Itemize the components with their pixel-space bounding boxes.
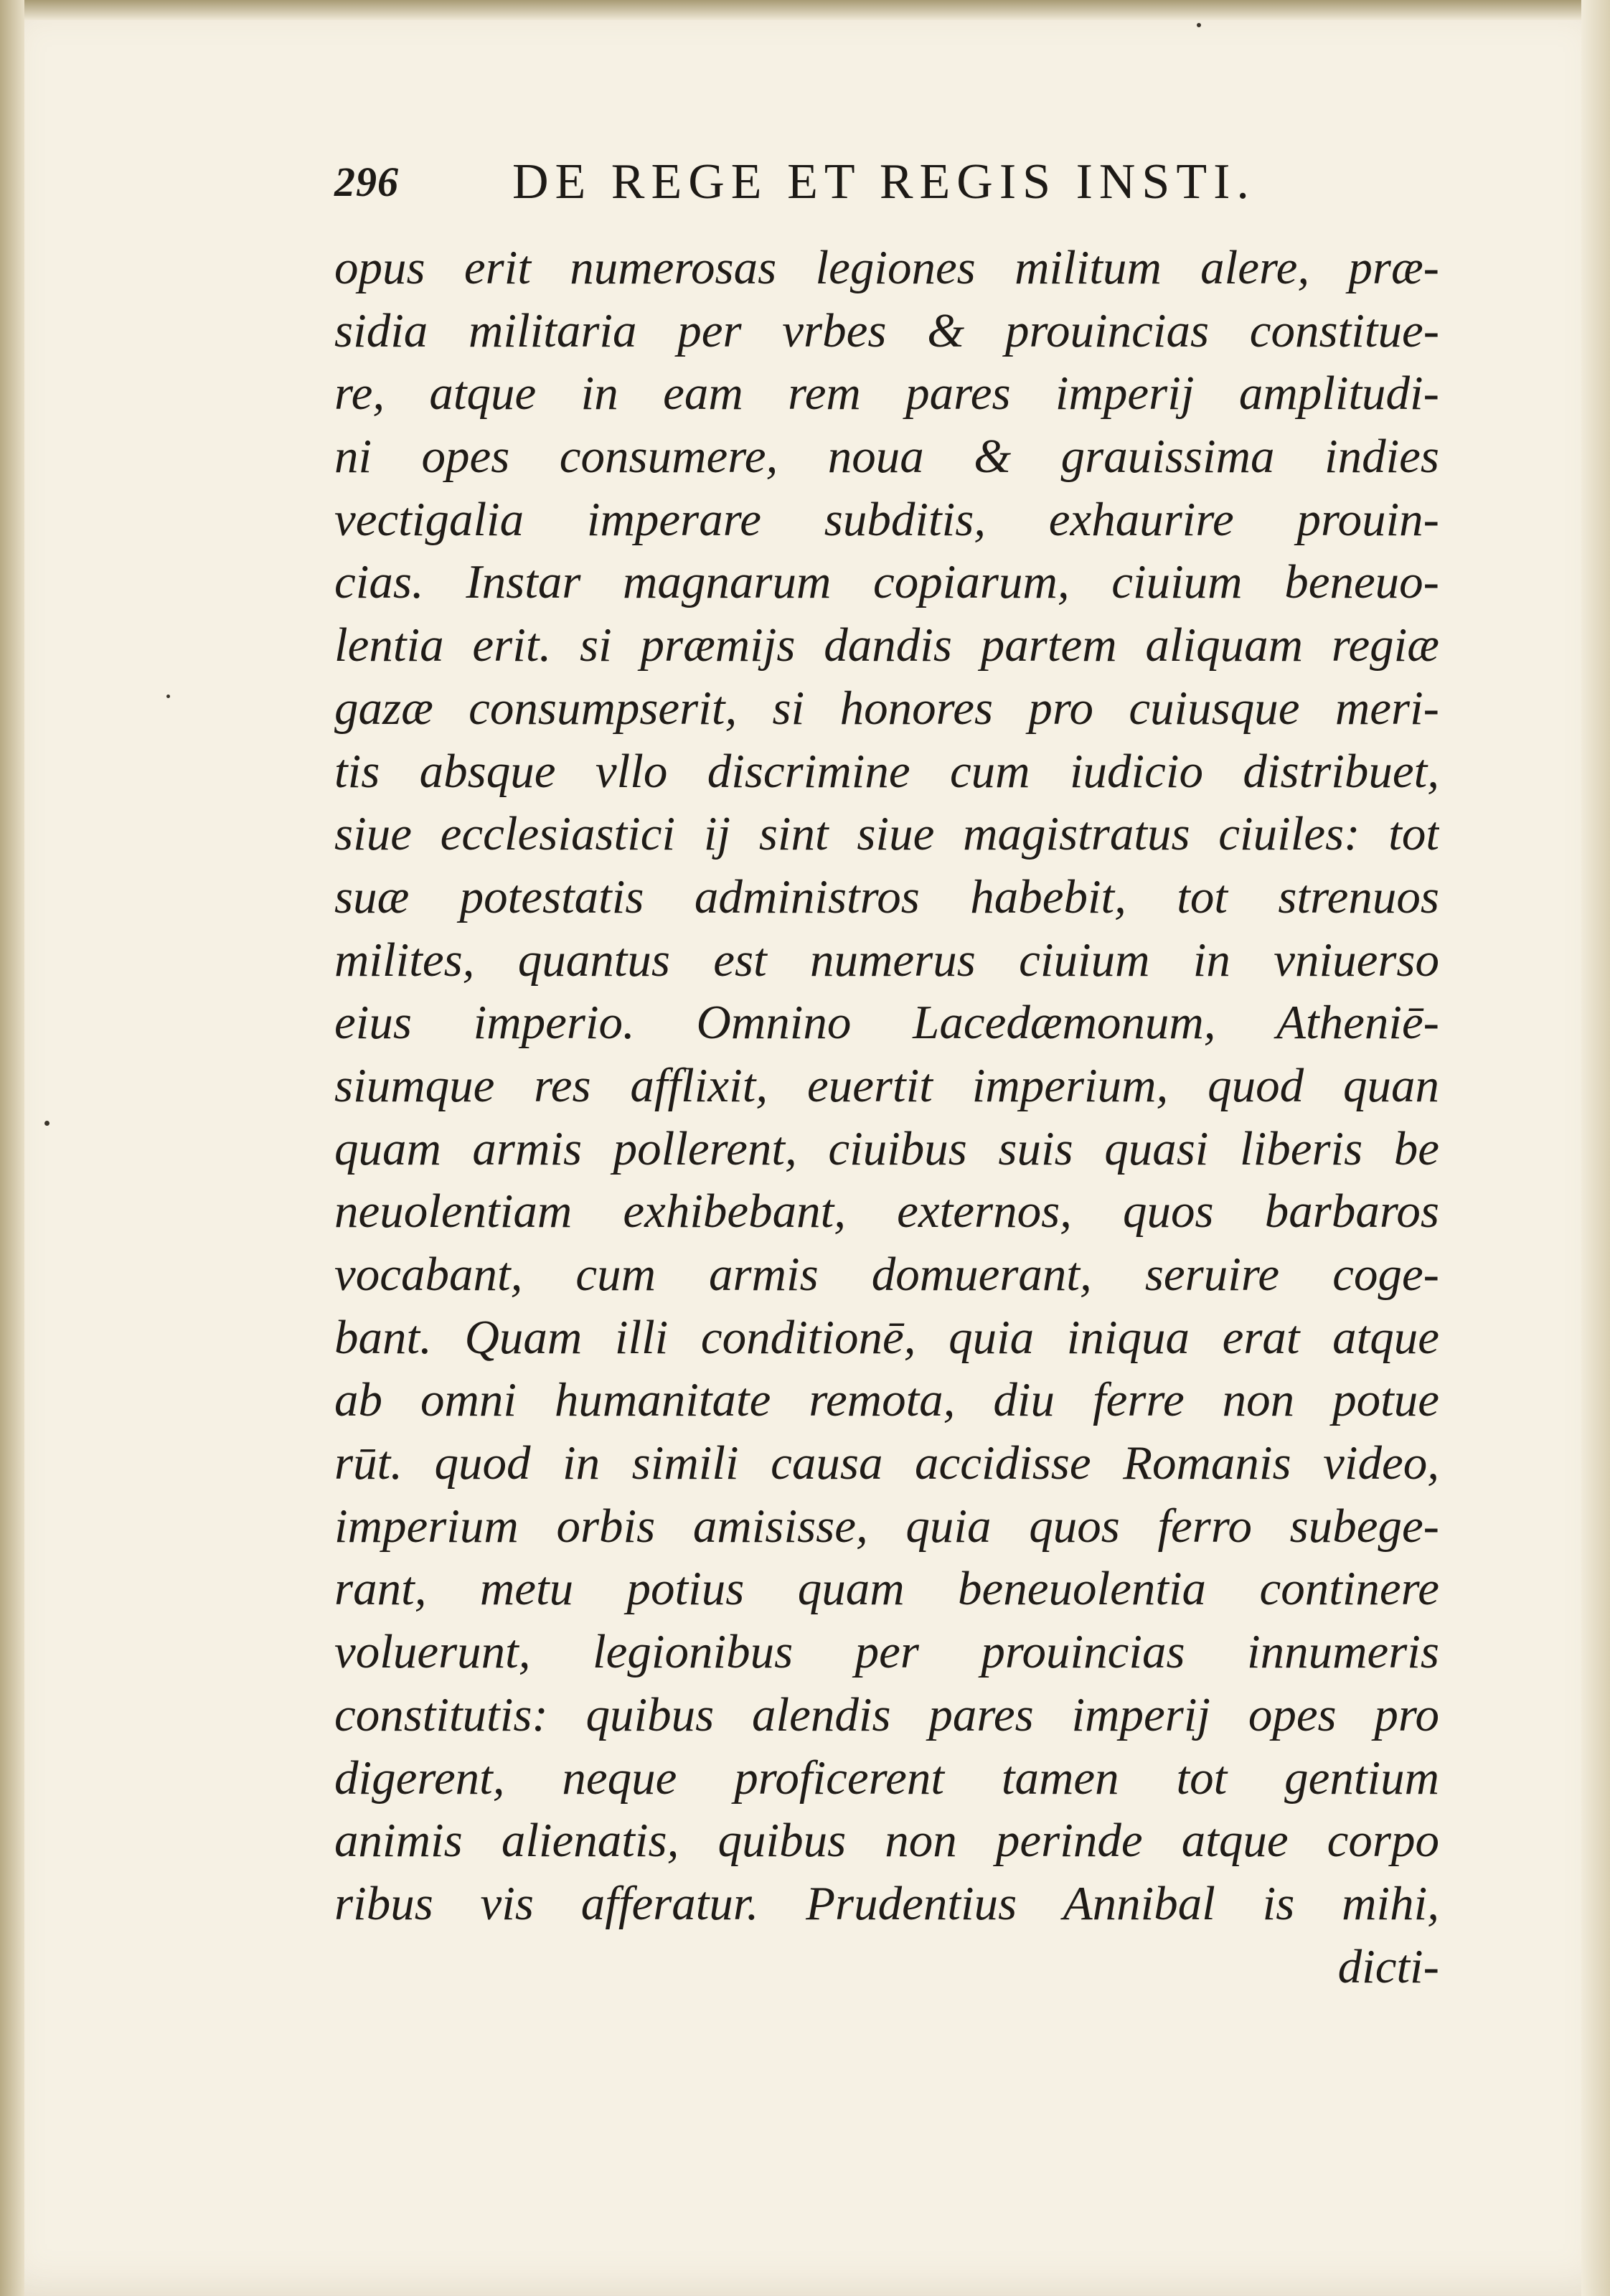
text-line: rant, metu potius quam beneuolentia continere	[334, 1562, 1439, 1616]
text-line: re, atque in eam rem pares imperij amplitudi-	[334, 367, 1439, 420]
text-line: neuolentiam exhibebant, externos, quos barbaros	[334, 1185, 1439, 1238]
text-line: ab omni humanitate remota, diu ferre non potue	[334, 1373, 1439, 1427]
ink-speck	[166, 695, 170, 698]
text-line: cias. Instar magnarum copiarum, ciuium beneuo-	[334, 555, 1439, 609]
text-line: quam armis pollerent, ciuibus suis quasi liberis be	[334, 1121, 1439, 1175]
text-line: gazæ consumpserit, si honores pro cuiusque meri-	[334, 681, 1439, 735]
page-gutter	[0, 0, 24, 2296]
text-line: rūt. quod in simili causa accidisse Romanis video,	[334, 1436, 1439, 1490]
text-line: siue ecclesiastici ij sint siue magistratus ciuiles: tot	[334, 807, 1439, 861]
text-line: voluerunt, legionibus per prouincias innumeris	[334, 1625, 1439, 1679]
page-fore-edge	[1581, 0, 1610, 2296]
ink-speck	[1197, 23, 1201, 27]
text-line: ribus vis afferatur. Prudentius Annibal is mihi,	[334, 1876, 1439, 1930]
running-title: DE REGE ET REGIS INSTI.	[512, 154, 1256, 210]
text-line: tis absque vllo discrimine cum iudicio distribuet,	[334, 744, 1439, 798]
text-line: vectigalia imperare subditis, exhaurire prouin-	[334, 492, 1439, 546]
text-line: eius imperio. Omnino Lacedæmonum, Atheniē-	[334, 996, 1439, 1050]
body-text	[334, 237, 1439, 1998]
page-top-edge	[0, 0, 1610, 20]
page-header	[334, 154, 1439, 211]
text-line: ni opes consumere, noua & grauissima indies	[334, 430, 1439, 484]
text-line: animis alienatis, quibus non perinde atque corpo	[334, 1814, 1439, 1868]
text-line: bant. Quam illi conditionē, quia iniqua erat atque	[334, 1310, 1439, 1364]
text-line: sidia militaria per vrbes & prouincias constitue-	[334, 304, 1439, 357]
text-line: digerent, neque proficerent tamen tot gentium	[334, 1751, 1439, 1805]
ink-speck	[44, 1121, 50, 1126]
text-line: siumque res afflixit, euertit imperium, quod quan	[334, 1058, 1439, 1112]
text-line: constitutis: quibus alendis pares imperij opes pro	[334, 1688, 1439, 1741]
text-line: imperium orbis amisisse, quia quos ferro subege-	[334, 1499, 1439, 1553]
text-line: lentia erit. si præmijs dandis partem aliquam regiæ	[334, 618, 1439, 672]
page-number: 296	[334, 159, 399, 205]
text-line: milites, quantus est numerus ciuium in vniuerso	[334, 933, 1439, 987]
catchword: dicti-	[1337, 1939, 1439, 1993]
text-line: vocabant, cum armis domuerant, seruire coge-	[334, 1248, 1439, 1301]
text-line: opus erit numerosas legiones militum alere, præ-	[334, 241, 1439, 294]
text-line: suæ potestatis administros habebit, tot strenuos	[334, 870, 1439, 923]
